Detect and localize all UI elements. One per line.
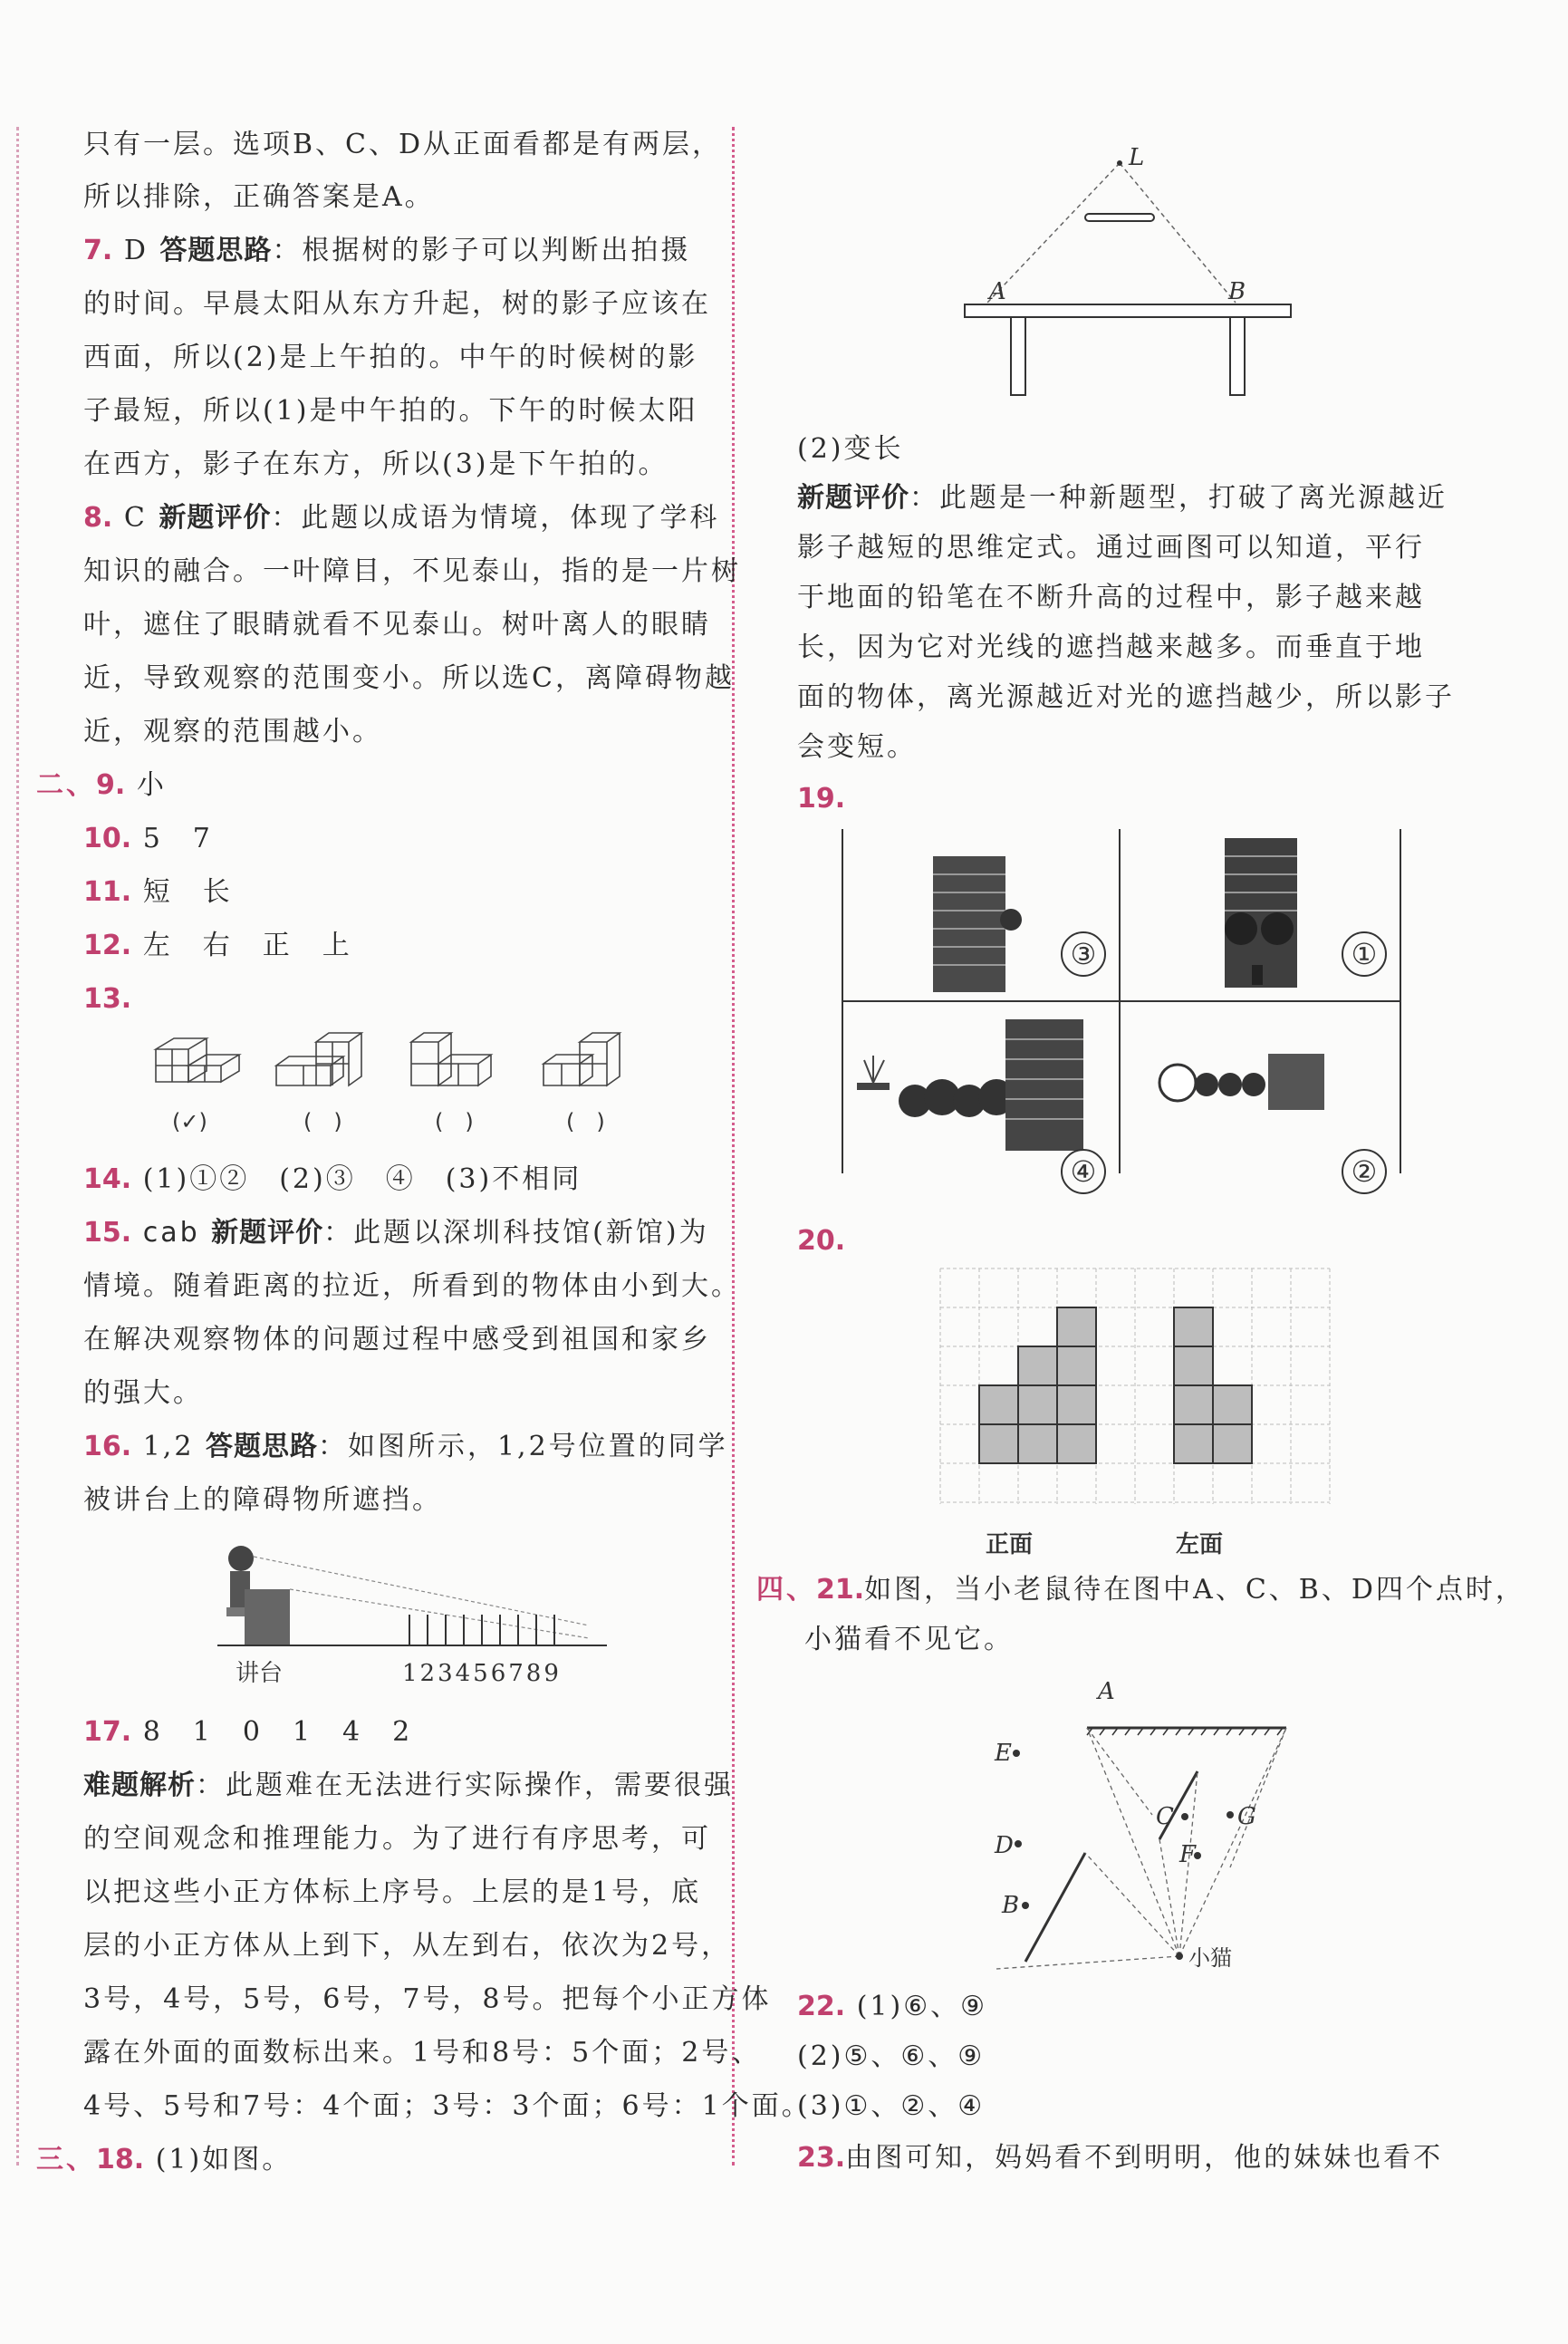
q13-line — [83, 981, 131, 1018]
text-line: 的空间观念和推理能力。为了进行有序思考，可 — [83, 1823, 711, 1855]
text-line: 以把这些小正方体标上序号。上层的是1号，底 — [83, 1876, 702, 1908]
column-divider — [732, 127, 735, 2166]
q11-line — [83, 874, 233, 911]
section-4-marker: 四、 — [756, 1574, 816, 1606]
q11-answer: 短 长 — [142, 876, 233, 908]
q16-number: 16. — [83, 1431, 132, 1462]
cube-group-4 — [544, 1033, 620, 1085]
q7-line — [83, 233, 690, 269]
q10-number: 10. — [83, 823, 132, 854]
q18-text: ：此题是一种新题型，打破了离光源越近 — [909, 482, 1448, 514]
text-line: 的时间。早晨太阳从东方升起，树的影子应该在 — [83, 288, 711, 320]
text-line: 4号、5号和7号：4个面；3号：3个面；6号：1个面。 — [83, 2090, 812, 2122]
text-line: 长，因为它对光线的遮挡越来越多。而垂直于地 — [797, 632, 1425, 663]
q8-text: ：此题以成语为情境，体现了学科 — [271, 502, 720, 534]
text-line: 只有一层。选项B、C、D从正面看都是有两层， — [83, 129, 723, 160]
q20-line — [797, 1223, 845, 1259]
section-2-marker: 二、 — [36, 769, 96, 801]
left-view-squares — [1174, 1307, 1252, 1463]
label-A: A — [989, 278, 1006, 305]
view-2-scene — [1159, 1054, 1324, 1110]
q13-cube-figures — [145, 1022, 688, 1140]
q22-part1: (1)⑥、⑨ — [856, 1991, 987, 2022]
text-line: 在解决观察物体的问题过程中感受到祖国和家乡 — [83, 1324, 711, 1355]
text-line: 于地面的铅笔在不断升高的过程中，影子越来越 — [797, 582, 1425, 613]
text-line: 情境。随着距离的拉近，所看到的物体由小到大。 — [83, 1270, 741, 1302]
q16-podium-figure — [208, 1531, 625, 1694]
text-line: 露在外面的面数标出来。1号和8号：5个面；2号、 — [83, 2037, 762, 2069]
view-label-3: ③ — [1070, 937, 1097, 971]
text-line: 近，观察的范围越小。 — [83, 716, 382, 748]
q15-number: 15. — [83, 1217, 132, 1249]
view-label-1: ① — [1351, 937, 1378, 971]
tabletop — [965, 304, 1291, 317]
q12-answer: 左 右 正 上 — [142, 930, 352, 961]
cube-group-1 — [156, 1038, 239, 1082]
q23-line — [797, 2140, 1443, 2176]
label-B: B — [1228, 278, 1246, 305]
q9-answer: 小 — [136, 769, 167, 801]
q13-number: 13. — [83, 983, 132, 1015]
q18-line — [36, 2142, 292, 2178]
q19-line — [797, 781, 845, 817]
view-label-4: ④ — [1070, 1154, 1097, 1189]
q9-number: 9. — [96, 769, 126, 801]
q23-number: 23. — [797, 2142, 846, 2174]
text-line: 3号，4号，5号，6号，7号，8号。把每个小正方体 — [83, 1983, 772, 2015]
view-1-building — [1225, 838, 1297, 988]
q13-mark-3: ( ) — [435, 1109, 474, 1134]
q13-mark-4: ( ) — [566, 1109, 605, 1134]
point-F: F — [1179, 1841, 1197, 1868]
text-line: 的强大。 — [83, 1377, 203, 1409]
q8-number: 8. — [83, 502, 113, 534]
text-line: 层的小正方体从上到下，从左到右，依次为2号， — [83, 1930, 732, 1962]
point-C: C — [1156, 1803, 1174, 1830]
q22-line — [797, 1989, 987, 2025]
q7-number: 7. — [83, 235, 113, 266]
point-A: A — [1098, 1678, 1115, 1705]
section-3-marker: 三、 — [36, 2144, 96, 2175]
q13-mark-1: (✓) — [172, 1109, 207, 1134]
text-line: 面的物体，离光源越近对光的遮挡越少，所以影子 — [797, 681, 1455, 713]
q16-text: ：如图所示，1,2号位置的同学 — [317, 1431, 728, 1462]
text-line: 小猫看不见它。 — [804, 1624, 1014, 1655]
q12-line — [83, 928, 352, 964]
q15-answer: cab — [142, 1217, 200, 1249]
cube-group-3 — [411, 1033, 491, 1085]
q7-answer: D — [123, 235, 149, 266]
q11-number: 11. — [83, 876, 132, 908]
q13-mark-2: ( ) — [303, 1109, 342, 1134]
q20-grid-drawing — [933, 1264, 1350, 1563]
podium-label: 讲台 — [236, 1660, 284, 1687]
q18-number: 18. — [96, 2144, 145, 2175]
q17-text: ：此题难在无法进行实际操作，需要很强 — [196, 1770, 734, 1801]
q12-number: 12. — [83, 930, 132, 961]
text-line: 所以排除，正确答案是A。 — [83, 181, 435, 213]
text-line: 叶，遮住了眼睛就看不见泰山。树叶离人的眼睛 — [83, 609, 711, 641]
point-D: D — [995, 1832, 1014, 1859]
q18-eval-line — [797, 480, 1448, 516]
q21-number: 21. — [816, 1574, 865, 1606]
q21-text: 如图，当小老鼠待在图中A、C、B、D四个点时， — [864, 1574, 1525, 1606]
q7-text: ：根据树的影子可以判断出拍摄 — [272, 235, 691, 266]
q18-tag: 新题评价 — [797, 482, 909, 514]
q7-tag: 答题思路 — [159, 235, 273, 266]
q15-line — [83, 1215, 709, 1251]
q8-tag: 新题评价 — [159, 502, 272, 534]
q10-answer: 5 7 — [142, 823, 213, 854]
seat-numbers: 123456789 — [402, 1660, 562, 1687]
q23-text: 由图可知，妈妈看不到明明，他的妹妹也看不 — [845, 2142, 1444, 2174]
q17-analysis-line — [83, 1768, 734, 1804]
view-label-2: ② — [1351, 1154, 1378, 1189]
text-line: 西面，所以(2)是上午拍的。中午的时候树的影 — [83, 342, 698, 373]
q8-line — [83, 500, 719, 536]
q17-tag: 难题解析 — [83, 1770, 196, 1801]
text-line: 影子越短的思维定式。通过画图可以知道，平行 — [797, 532, 1425, 564]
view-4-scene — [857, 1019, 1083, 1151]
q14-line — [83, 1162, 582, 1198]
q22-part3: (3)①、②、④ — [797, 2090, 986, 2122]
q14-number: 14. — [83, 1163, 132, 1195]
text-line: 知识的融合。一叶障目，不见泰山，指的是一片树 — [83, 555, 741, 587]
q15-text: ：此题以深圳科技馆(新馆)为 — [323, 1217, 709, 1249]
label-L: L — [1129, 144, 1145, 171]
left-margin-rule — [16, 127, 19, 2166]
q18-light-table-figure — [951, 136, 1313, 408]
q10-line — [83, 821, 213, 857]
podium-block — [245, 1589, 290, 1645]
view-3-building — [933, 856, 1022, 992]
text-line: (2)变长 — [797, 433, 904, 465]
front-view-squares — [979, 1307, 1096, 1463]
cat-label: 小猫 — [1188, 1945, 1232, 1971]
point-G: G — [1237, 1803, 1256, 1830]
q16-line — [83, 1429, 728, 1465]
q14-answer: (1)①② (2)③ ④ (3)不相同 — [142, 1163, 582, 1195]
q15-tag: 新题评价 — [211, 1217, 324, 1249]
q8-answer: C — [123, 502, 148, 534]
q17-number: 17. — [83, 1716, 132, 1748]
text-line: 近，导致观察的范围变小。所以选C，离障碍物越 — [83, 662, 735, 694]
q22-part2: (2)⑤、⑥、⑨ — [797, 2040, 986, 2072]
q19-number: 19. — [797, 783, 846, 815]
cube-group-2 — [276, 1033, 361, 1085]
front-label: 正面 — [986, 1531, 1034, 1558]
text-line: 子最短，所以(1)是中午拍的。下午的时候太阳 — [83, 395, 698, 427]
q21-cat-mouse-figure — [942, 1663, 1341, 1971]
q17-answer: 8 1 0 1 4 2 — [142, 1716, 413, 1748]
q20-number: 20. — [797, 1225, 846, 1257]
q16-tag: 答题思路 — [205, 1431, 318, 1462]
point-B: B — [1002, 1892, 1020, 1919]
left-label: 左面 — [1176, 1531, 1224, 1558]
text-line: 被讲台上的障碍物所遮挡。 — [83, 1484, 442, 1516]
text-line: 会变短。 — [797, 731, 917, 763]
q21-line — [756, 1572, 1525, 1608]
q16-answer: 1,2 — [142, 1431, 195, 1462]
q19-view-grid — [833, 829, 1413, 1210]
q18-answer: (1)如图。 — [155, 2144, 293, 2175]
q9-line — [36, 767, 167, 804]
text-line: 在西方，影子在东方，所以(3)是下午拍的。 — [83, 449, 669, 480]
q22-number: 22. — [797, 1991, 846, 2022]
pencil-shape — [1085, 214, 1154, 221]
point-E: E — [995, 1740, 1012, 1767]
q17-line — [83, 1714, 412, 1751]
